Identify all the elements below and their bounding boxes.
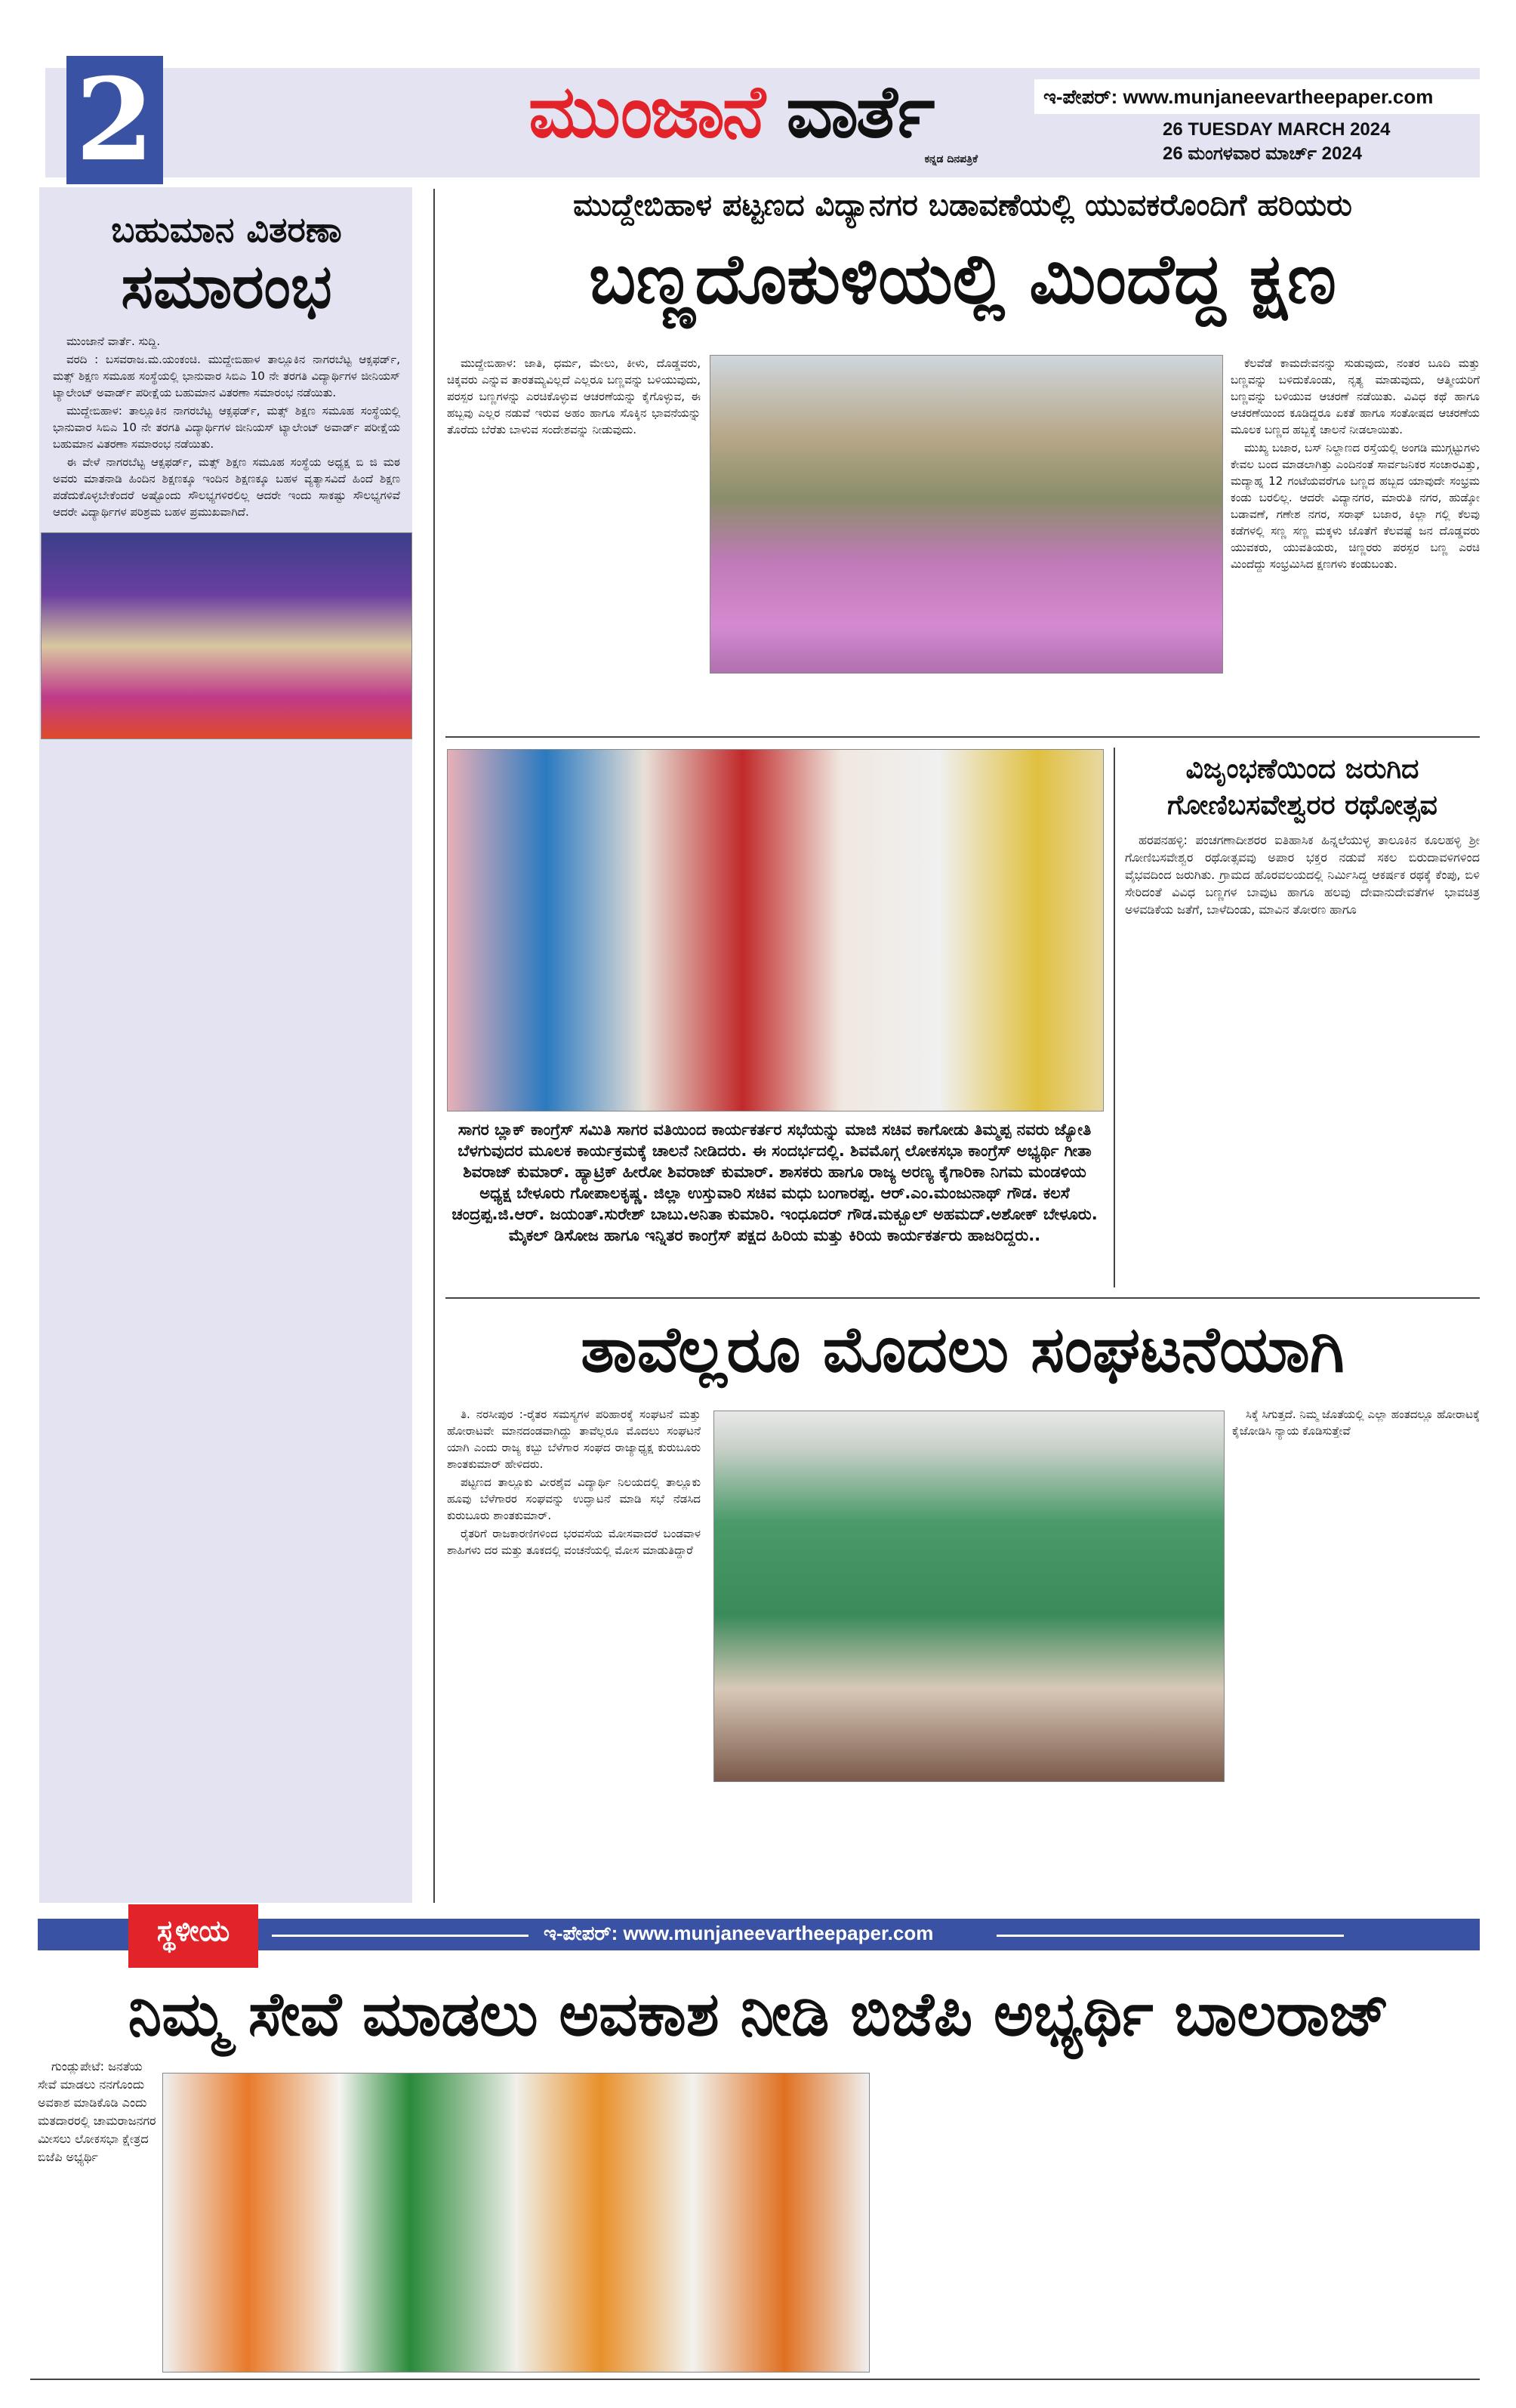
award-article: [53, 208, 400, 739]
bar-rule: [997, 1935, 1344, 1937]
paragraph: ಮುದ್ದೇಬಿಹಾಳ: ತಾಲ್ಲೂಕಿನ ನಾಗರಬೆಟ್ಟ ಆಕ್ಸಫರ್ಡ್, ಮತ್ಸ್ ಶಿಕ್ಷಣ ಸಮೂಹ ಸಂಸ್ಥೆಯಲ್ಲಿ ಭಾನುವಾರ ಸಿಬಿಎ 10 ನೇ ತರಗತಿ ವಿದ್ಯಾರ್ಥಿಗಳ ಜೀನಿಯಸ್ ಟ್ಯಾಲೇಂಟ್ ಅವಾರ್ಡ್ ಪರೀಕ್ಷೆಯ ಬಹುಮಾನ ವಿತರಣಾ ಸಮಾರಂಭ ನಡೆಯಿತು.: [53, 404, 400, 451]
award-title-1: ಬಹುಮಾನ ವಿತರಣಾ: [111, 209, 342, 250]
bjp-candidate-photo: [162, 2073, 870, 2373]
paragraph: ಪಟ್ಟಣದ ತಾಲ್ಲೂಕು ವೀರಶೈವ ವಿದ್ಯಾರ್ಥಿ ನಿಲಯದಲ್ಲಿ ತಾಲ್ಲೂಕು ಹೂವು ಬೆಳೆಗಾರರ ಸಂಘವನ್ನು ಉದ್ಘಾಟನೆ ಮಾಡಿ ಸಭೆ ನೆಡಸಿದ ಕುರುಬೂರು ಶಾಂತಕುಮಾರ್.: [447, 1475, 701, 1522]
balaraj-body-col1: [38, 2058, 159, 2168]
paragraph: ಗುಂಡ್ಲುಪೇಟೆ: ಜನತೆಯ ಸೇವೆ ಮಾಡಲು ನನಗೊಂದು ಅವಕಾಶ ಮಾಡಿಕೊಡಿ ಎಂದು ಮತದಾರರಲ್ಲಿ ಚಾಮರಾಜನಗರ ಮೀಸಲು ಲೋಕಸಭಾ ಕ್ಷೇತ್ರದ ಬಿಜೆಪಿ ಅಭ್ಯರ್ಥಿ: [38, 2059, 156, 2164]
goni-title-2: ಗೋಣಿಬಸವೇಶ್ವರರ ರಥೋತ್ಸವ: [1167, 790, 1437, 821]
paragraph: ಮುಖ್ಯ ಬಜಾರ, ಬಸ್ ನಿಲ್ದಾಣದ ರಸ್ತೆಯಲ್ಲಿ ಅಂಗಡಿ ಮುಗ್ಗಟ್ಟುಗಳು ಕೇವಲ ಬಂದ ಮಾಡಲಾಗಿತ್ತು ಎಂದಿನಂತೆ ಸಾರ್ವಜನಿಕರ ಸಂಚಾರವಿತ್ತು, ಮದ್ಯಾಹ್ನ 12 ಗಂಟೆಯವರೆಗೂ ಬಣ್ಣದ ಹಬ್ಬದ ಯಾವುದೇ ಸಂಭ್ರಮ ಕಂಡು ಬರಲಿಲ್ಲ. ಆದರೇ ವಿದ್ಯಾನಗರ, ಮಾರುತಿ ನಗರ, ಹುಡ್ಕೋ ಬಡಾವಣೆ, ಗಣೇಶ ನಗರ, ಸರಾಫ್ ಬಜಾರ, ಕಿಲ್ಲಾ ಗಲ್ಲಿ ಕೆಲವು ಕಡೆಗಳಲ್ಲಿ ಸಣ್ಣ ಸಣ್ಣ ಮಕ್ಕಳು ಜೊತೆಗೆ ಕೆಲವಷ್ಟೆ ಜನ ದೊಡ್ಡವರು ಯುವಕರು, ಯುವತಿಯರು, ಚಿಣ್ಣರರು ಪರಸ್ಪರ ಬಣ್ಣ ಎರಚಿ ಮಿಂದೆದ್ದು ಸಂಭ್ರಮಿಸಿದ ಕ್ಷಣಗಳು ಕಂಡುಬಂತು.: [1231, 441, 1480, 571]
farmers-headline: ತಾವೆಲ್ಲರೂ ಮೊದಲು ಸಂಘಟನೆಯಾಗಿ: [581, 1312, 1345, 1386]
page-bottom-rule: [30, 2379, 1480, 2380]
farmers-meeting-photo: [713, 1411, 1225, 1782]
balaraj-headline: ನಿಮ್ಮ ಸೇವೆ ಮಾಡಲು ಅವಕಾಶ ನೀಡಿ ಬಿಜೆಪಿ ಅಭ್ಯರ್ಥಿ ಬಾಲರಾಜ್: [128, 1979, 1390, 2049]
congress-meeting-photo: [447, 749, 1104, 1112]
farmers-body-col1: [447, 1406, 701, 1560]
congress-caption: ಸಾಗರ ಬ್ಲಾಕ್ ಕಾಂಗ್ರೆಸ್ ಸಮಿತಿ ಸಾಗರ ವತಿಯಿಂದ ಕಾರ್ಯಕರ್ತರ ಸಭೆಯನ್ನು ಮಾಜಿ ಸಚಿವ ಕಾಗೋಡು ತಿಮ್ಮಪ್ಪ ನವರು ಜ್ಯೋತಿ ಬೆಳಗುವುದರ ಮೂಲಕ ಕಾರ್ಯಕ್ರಮಕ್ಕೆ ಚಾಲನೆ ನೀಡಿದರು. ಈ ಸಂದರ್ಭದಲ್ಲಿ. ಶಿವಮೊಗ್ಗ ಲೋಕಸಭಾ ಕಾಂಗ್ರೆಸ್ ಅಭ್ಯರ್ಥಿ ಗೀತಾ ಶಿವರಾಜ್ ಕುಮಾರ್. ಹ್ಯಾಟ್ರಿಕ್ ಹೀರೋ ಶಿವರಾಜ್ ಕುಮಾರ್. ಶಾಸಕರು ಹಾಗೂ ರಾಜ್ಯ ಅರಣ್ಯ ಕೈಗಾರಿಕಾ ನಿಗಮ ಮಂಡಳಿಯ ಅಧ್ಯಕ್ಷ ಬೇಳೂರು ಗೋಪಾಲಕೃಷ್ಣ. ಜಿಲ್ಲಾ ಉಸ್ತುವಾರಿ ಸಚಿವ ಮಧು ಬಂಗಾರಪ್ಪ. ಆರ್.ಎಂ.ಮಂಜುನಾಥ್ ಗೌಡ. ಕಲಸೆ ಚಂದ್ರಪ್ಪ.ಜಿ.ಆರ್. ಜಯಂತ್.ಸುರೇಶ್ ಬಾಬು.ಅನಿತಾ ಕುಮಾರಿ. ಇಂಧೂದರ್ ಗೌಡ.ಮಕ್ಬೂಲ್ ಅಹಮದ್.ಅಶೋಕ್ ಬೇಳೂರು. ಮೈಕಲ್ ಡಿಸೋಜ ಹಾಗೂ ಇನ್ನಿತರ ಕಾಂಗ್ರೆಸ್ ಪಕ್ಷದ ಹಿರಿಯ ಮತ್ತು ಕಿರಿಯ ಕಾರ್ಯಕರ್ತರು ಹಾಜರಿದ್ದರು..: [451, 1121, 1098, 1244]
bar-rule: [272, 1935, 528, 1937]
paragraph: ಮುದ್ದೇಬಿಹಾಳ: ಜಾತಿ, ಧರ್ಮ, ಮೇಲು, ಕೀಳು, ದೊಡ್ಡವರು, ಚಿಕ್ಕವರು ಎನ್ನುವ ತಾರತಮ್ಯವಿಲ್ಲದೆ ಎಲ್ಲರೂ ಬಣ್ಣವನ್ನು ಬಳಿಯುವುದು, ಪರಸ್ಪರ ಬಣ್ಣಗಳನ್ನು ಎರಚಿಕೊಳ್ಳುವ ಆಚರಣೆಯನ್ನು ಕೈಗೊಳ್ಳುವ, ಈ ಹಬ್ಬವು ಎಲ್ಲರ ನಡುವೆ ಇರುವ ಅಹಂ ಹಾಗೂ ಸೊಕ್ಕಿನ ಭಾವನೆಯನ್ನು ತೊರೆದು ಬೆರೆತು ಬಾಳುವ ಸಂದೇಶವನ್ನು ನೀಡುವುದು.: [447, 356, 701, 436]
page-number: 2: [66, 56, 163, 184]
masthead-block: [528, 69, 1023, 166]
paragraph: ಕೆಲವೆಡೆ ಕಾಮದೇವನನ್ನು ಸುಡುವುದು, ನಂತರ ಬೂದಿ ಮತ್ತು ಬಣ್ಣವನ್ನು ಬಳಿದುಕೊಂಡು, ನೃತ್ಯ ಮಾಡುವುದು, ಆತ್ಮೀಯರಿಗೆ ಬಣ್ಣವನ್ನು ಬಳಿಯುವ ಆಚರಣೆ ನಡೆಯಿತು. ವಿವಿಧ ಕಥೆ ಹಾಗೂ ಆಚರಣೆಯಿಂದ ಕೂಡಿದ್ದರೂ ಏಕತೆ ಹಾಗೂ ಸಂತೋಷದ ಆಚರಣೆಯ ಮೂಲಕ ಬಣ್ಣದ ಹಬ್ಬಕ್ಕೆ ಚಾಲನೆ ನೀಡಲಾಯಿತು.: [1231, 356, 1480, 436]
tagline: ಕನ್ನಡ ದಿನಪತ್ರಿಕೆ: [924, 153, 978, 165]
masthead-black: ವಾರ್ತೆ: [786, 69, 933, 154]
local-section-tab: ಸ್ಥಳೀಯ: [128, 1904, 258, 1968]
holi-headline: ಬಣ್ಣದೊಕುಳಿಯಲ್ಲಿ ಮಿಂದೆದ್ದ ಕ್ಷಣ: [589, 239, 1336, 319]
masthead-red: ಮುಂಜಾನೆ: [528, 69, 763, 154]
holi-kicker: ಮುದ್ದೇಬಿಹಾಳ ಪಟ್ಟಣದ ವಿದ್ಯಾನಗರ ಬಡಾವಣೆಯಲ್ಲಿ ಯುವಕರೊಂದಿಗೆ ಹರಿಯರು: [573, 188, 1352, 223]
masthead-logo: [528, 69, 933, 154]
date-kannada: 26 ಮಂಗಳವಾರ ಮಾರ್ಚ್ 2024: [1163, 143, 1363, 164]
goni-body: [1125, 831, 1480, 920]
holi-body-col1: [447, 355, 701, 439]
paragraph: ಸಿಕ್ಕೆ ಸಿಗುತ್ತದೆ. ನಿಮ್ಮ ಜೊತೆಯಲ್ಲಿ ಎಲ್ಲಾ ಹಂತದಲ್ಲೂ ಹೋರಾಟಕ್ಕೆ ಕೈಜೋಡಿಸಿ ನ್ಯಾಯ ಕೊಡಿಸುತ್ತೇವೆ: [1232, 1407, 1480, 1438]
epaper-link[interactable]: ಇ-ಪೇಪರ್: www.munjaneevartheepaper.com: [1034, 79, 1480, 114]
award-body-top: [53, 333, 400, 522]
holi-celebration-photo: [710, 355, 1223, 674]
award-ceremony-photo: [41, 532, 412, 739]
paragraph: ವರದಿ : ಬಸವರಾಜ.ಮ.ಯಂಕಂಚಿ. ಮುದ್ದೇಬಿಹಾಳ ತಾಲ್ಲೂಕಿನ ನಾಗರಬೆಟ್ಟ ಆಕ್ಸಫರ್ಡ್, ಮತ್ಸ್ ಶಿಕ್ಷಣ ಸಮೂಹ ಸಂಸ್ಥೆಯಲ್ಲಿ ಭಾನುವಾರ ಸಿಬಿಎ 10 ನೇ ತರಗತಿ ವಿದ್ಯಾರ್ಥಿಗಳ ಜೀನಿಯಸ್ ಟ್ಯಾಲೇಂಟ್ ಅವಾರ್ಡ್ ಪರೀಕ್ಷೆಯ ಬಹುಮಾನ ವಿತರಣಾ ಸಮಾರಂಭ ನಡೆಯಿತು.: [53, 353, 400, 399]
paragraph: ಹರಪನಹಳ್ಳಿ: ಪಂಚಗಣಾದೀಶರರ ಐತಿಹಾಸಿಕ ಹಿನ್ನಲೆಯುಳ್ಳ ತಾಲೂಕಿನ ಕೂಲಹಳ್ಳಿ ಶ್ರೀ ಗೋಣಿಬಸವೇಶ್ವರ ರಥೋತ್ಸವವು ಅಪಾರ ಭಕ್ತರ ನಡುವೆ ಸಕಲ ಬಿರುದಾವಳಿಗಳಿಂದ ವೈಭವದಿಂದ ಜರುಗಿತು. ಗ್ರಾಮದ ಹೊರವಲಯದಲ್ಲಿ ನಿರ್ಮಿಸಿದ್ದ ಆಕರ್ಷಕ ರಥಕ್ಕೆ ಕೆಂಪು, ಬಿಳಿ ಸೇರಿದಂತೆ ವಿವಿಧ ಬಣ್ಣಗಳ ಬಾವುಟ ಹಾಗೂ ಹಲವು ದೇವಾನುದೇವತೆಗಳ ಭಾವಚಿತ್ರ ಅಳವಡಿಕೆಯ ಜತೆಗೆ, ಬಾಳೆದಿಂಡು, ಮಾವಿನ ತೋರಣ ಹಾಗೂ: [1125, 833, 1480, 917]
column-divider: [433, 189, 435, 1903]
local-epaper-link[interactable]: ಇ-ಪೇಪರ್: www.munjaneevartheepaper.com: [544, 1922, 934, 1944]
paragraph: ರೈತರಿಗೆ ರಾಜಕಾರಣಿಗಳಿಂದ ಭರವಸೆಯ ಮೋಸವಾದರೆ ಬಂಡವಾಳ ಶಾಹಿಗಳು ದರ ಮತ್ತು ತೂಕದಲ್ಲಿ ವಂಚನೆಯಲ್ಲಿ ಮೋಸ ಮಾಡುತಿದ್ದಾರೆ: [447, 1527, 701, 1557]
goni-article: [1125, 751, 1480, 920]
goni-headline: [1125, 751, 1480, 824]
goni-title-1: ವಿಜೃಂಭಣೆಯಿಂದ ಜರುಗಿದ: [1185, 754, 1419, 785]
award-title-2: ಸಮಾರಂಭ: [121, 251, 332, 322]
date-english: 26 TUESDAY MARCH 2024: [1163, 119, 1391, 140]
paragraph: ಮುಂಜಾನೆ ವಾರ್ತೆ. ಸುದ್ದಿ.: [66, 335, 161, 348]
paragraph: ಈ ವೇಳೆ ನಾಗರಬೆಟ್ಟ ಆಕ್ಸಫರ್ಡ್, ಮತ್ಸ್ ಶಿಕ್ಷಣ ಸಮೂಹ ಸಂಸ್ಥೆಯ ಅಧ್ಯಕ್ಷ ಬಿ ಜಿ ಮಠ ಅವರು ಮಾತನಾಡಿ ಹಿಂದಿನ ಶಿಕ್ಷಣಕ್ಕೂ ಇಂದಿನ ಶಿಕ್ಷಣಕ್ಕೂ ಬಹಳ ವ್ಯತ್ಯಾಸವಿದೆ ಹಿಂದೆ ಶಿಕ್ಷಣ ಪಡೆದುಕೊಳ್ಳಬೇಕೆಂದರೆ ಅಷ್ಟೊಂದು ಸೌಲಭ್ಯಗಳಿರಲಿಲ್ಲ ಆದರೇ ಇಂದು ಸಾಕಷ್ಟು ಸೌಲಭ್ಯಗಳಿವೆ ಆದರೇ ವಿದ್ಯಾರ್ಥಿಗಳ ಪರಿಶ್ರಮ ಬಹಳ ಪ್ರಮುಖವಾಗಿದೆ.: [53, 455, 400, 519]
holi-body-col3: [1231, 355, 1480, 574]
section-divider: [445, 736, 1480, 738]
holi-header: [445, 186, 1480, 322]
paragraph: ತಿ. ನರಸೀಪುರ :-ರೈತರ ಸಮಸ್ಯಗಳ ಪರಿಹಾರಕ್ಕೆ ಸಂಘಟನೆ ಮತ್ತು ಹೋರಾಟವೇ ಮಾನದಂಡವಾಗಿದ್ದು ತಾವೆಲ್ಲರೂ ಮೊದಲು ಸಂಘಟನೆ ಯಾಗಿ ಎಂದು ರಾಜ್ಯ ಕಬ್ಬು ಬೆಳೆಗಾರ ಸಂಘದ ರಾಜ್ಯಾಧ್ಯಕ್ಷ ಕುರುಬೂರು ಶಾಂತಕುಮಾರ್ ಹೇಳಿದರು.: [447, 1407, 701, 1471]
section-divider: [445, 1297, 1480, 1299]
column-divider: [1114, 748, 1115, 1287]
farmers-body-col3: [1232, 1406, 1480, 1441]
dates: [1163, 118, 1390, 166]
